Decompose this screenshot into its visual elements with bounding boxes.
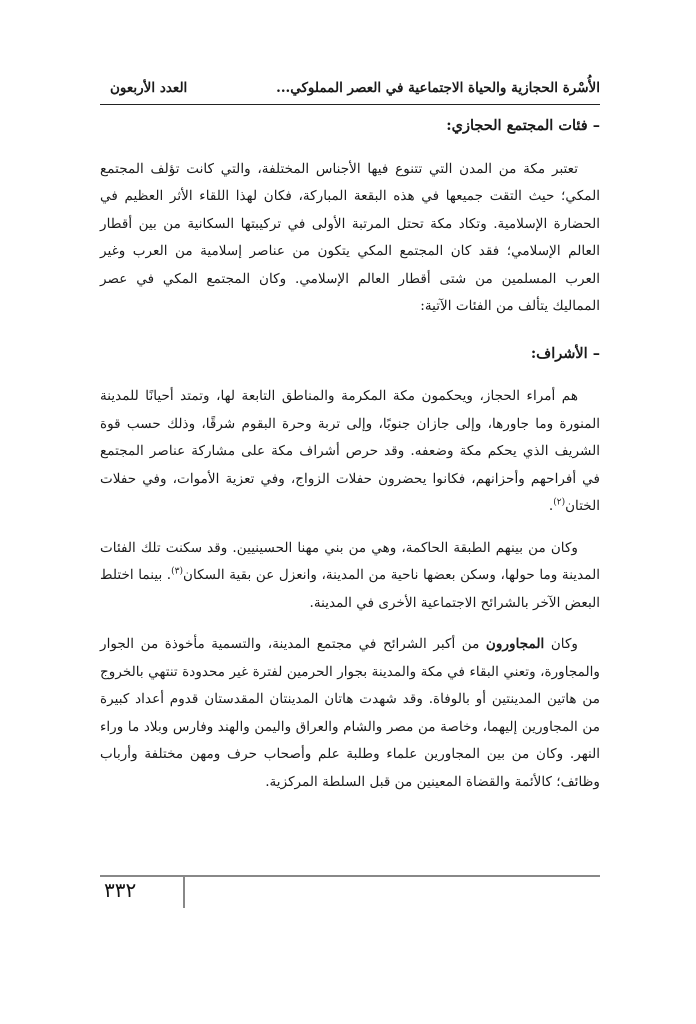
running-title: الأُسْرة الحجازية والحياة الاجتماعية في العصر المملوكي... bbox=[276, 80, 600, 96]
bold-term: المجاورون bbox=[485, 636, 545, 652]
paragraph-text: . بينما اختلط البعض الآخر بالشرائح الاجتماعية الأخرى في المدينة. bbox=[100, 567, 600, 611]
footnote-ref: (٢) bbox=[553, 497, 566, 508]
issue-label: العدد الأربعون bbox=[110, 80, 188, 96]
section-heading: – فئات المجتمع الحجازي: bbox=[446, 117, 600, 134]
paragraph-text: . bbox=[548, 498, 554, 514]
paragraph-text: هم أمراء الحجاز، ويحكمون مكة المكرمة والمناطق التابعة لها، وتمتد أحيانًا للمدينة المنورة وما جاورها، وإلى جازان جنوبًا، وإلى تربة وحرة البقوم شرقًا، وذلك حسب قوة الشريف الذي يحكم مكة وضعفه. وقد حرص أشراف مكة على مشاركة عناصر المجتمع في أفراحهم وأحزانهم، فكانوا يحضرون حفلات الزواج، وفي تعزية الأموات، وفي حفلات الختان bbox=[100, 388, 600, 514]
body-paragraph bbox=[100, 535, 600, 618]
section-heading: – الأشراف: bbox=[530, 344, 600, 362]
paragraph-text: وكان bbox=[544, 636, 578, 652]
paragraph-text: وكان من بينهم الطبقة الحاكمة، وهي من بني مهنا الحسينيين. وقد سكنت تلك الفئات المدينة وما حولها، وسكن بعضها ناحية من المدينة، وانعزل عن بقية السكان bbox=[100, 539, 601, 583]
page-number: ٣٣٢ bbox=[104, 878, 137, 902]
footer-rule bbox=[100, 875, 600, 877]
article-body bbox=[100, 112, 600, 815]
footer-divider bbox=[183, 876, 185, 908]
paragraph-text: تعتبر مكة من المدن التي تتنوع فيها الأجناس المختلفة، والتي كانت تؤلف المجتمع المكي؛ حيث التقت جميعها في هذه البقعة المباركة، فكان لهذا اللقاء الأثر العظيم في الحضارة الإسلامية. وتكاد مكة تحتل المرتبة الأولى في تركيبتها السكانية من بين أقطار العالم الإسلامي؛ فقد كان المجتمع المكي يتكون من عناصر إسلامية من العرب وغير العرب المسلمين من شتى أقطار العالم الإسلامي. وكان المجتمع المكي في عصر المماليك يتألف من الفئات الآتية: bbox=[100, 160, 600, 314]
header-rule bbox=[100, 104, 600, 105]
body-paragraph bbox=[100, 156, 600, 321]
footnote-ref: (٣) bbox=[171, 566, 183, 577]
body-paragraph bbox=[100, 631, 600, 796]
paragraph-text: من أكبر الشرائح في مجتمع المدينة، والتسمية مأخوذة من الجوار والمجاورة، وتعني البقاء في مكة والمدينة بجوار الحرمين لفترة غير محدودة تنتهي بالخروج من هاتين المدينتين أو بالوفاة. وقد شهدت هاتان المدينتان المقدستان قدوم أعداد كبيرة من المجاورين إليهما، وخاصة من مصر والشام والعراق واليمن والهند وفارس وبلاد ما وراء النهر. وكان من بين المجاورين علماء وطلبة علم وأصحاب حرف ومهن مختلفة وأرباب وظائف؛ كالأئمة والقضاة المعينين من قبل السلطة المركزية. bbox=[100, 636, 600, 790]
body-paragraph bbox=[100, 383, 600, 521]
running-header bbox=[100, 80, 600, 102]
